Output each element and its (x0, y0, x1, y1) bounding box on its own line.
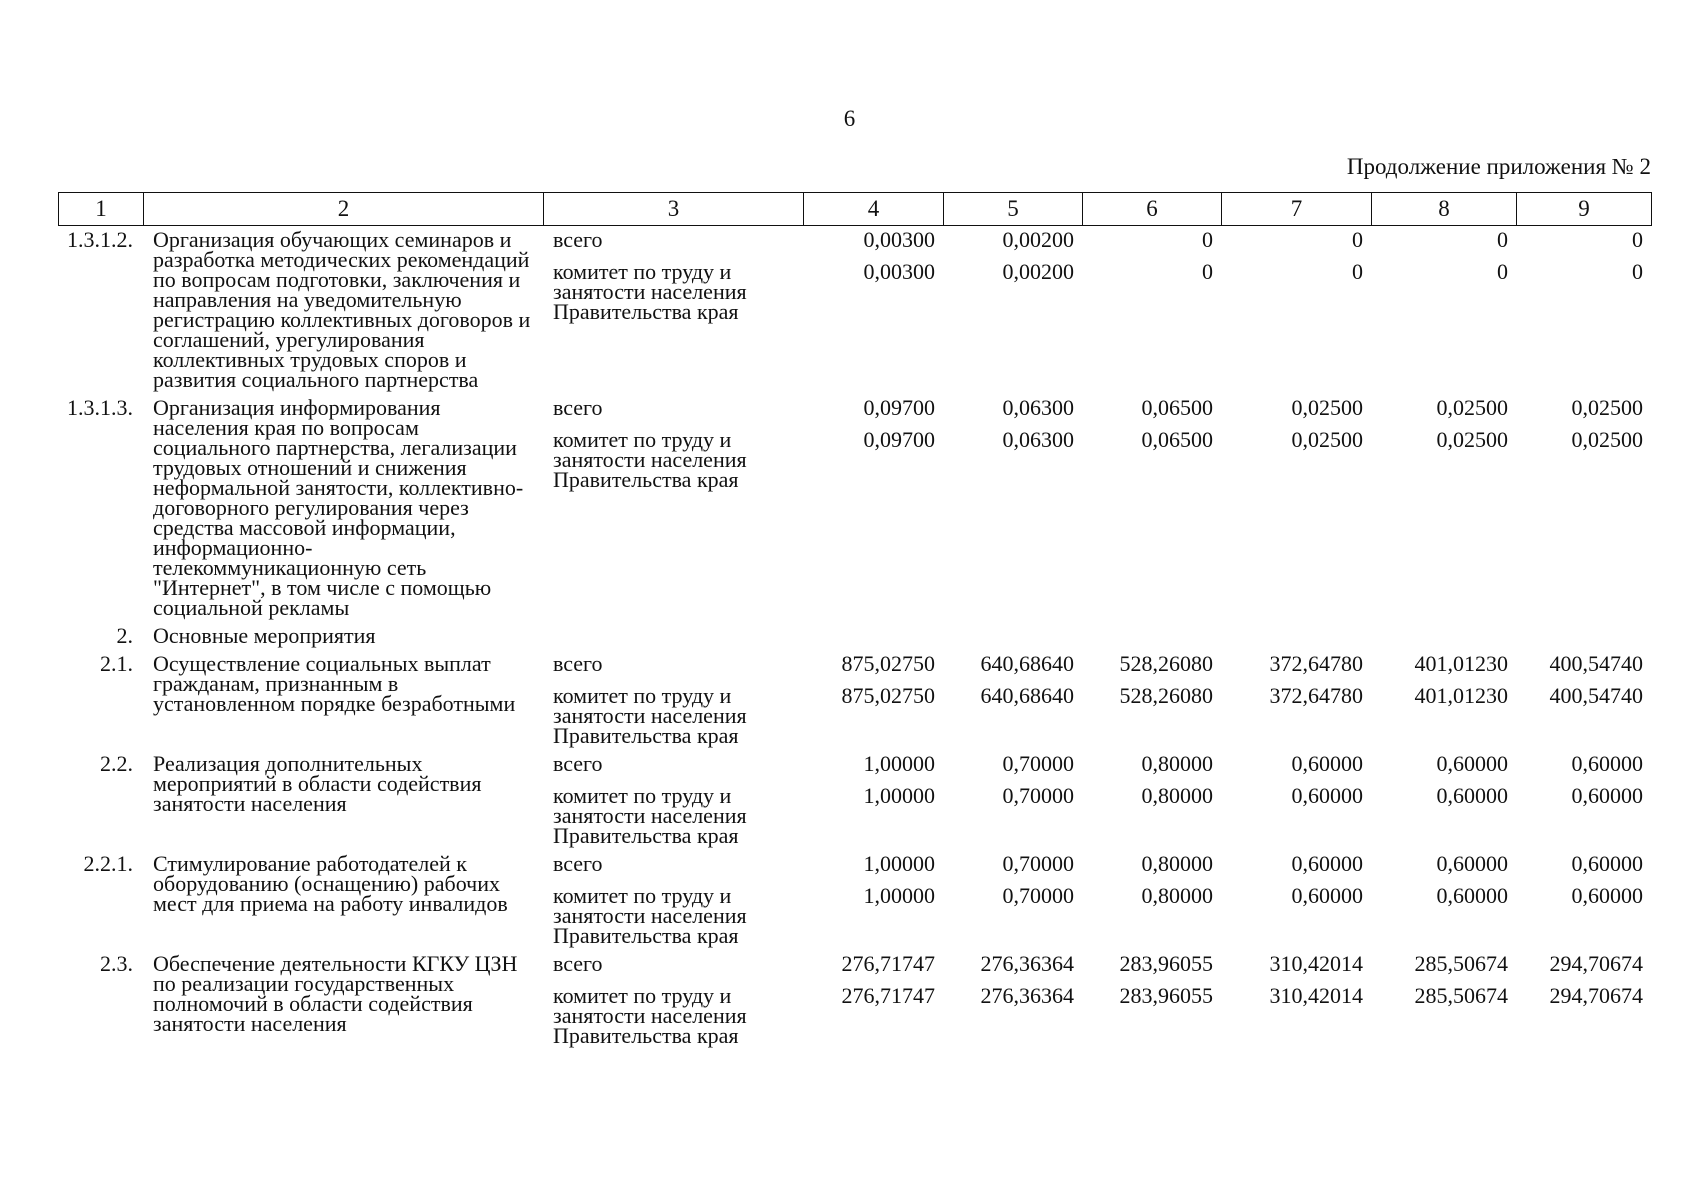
value-total: 0,60000 (1291, 751, 1363, 776)
row-value-col-5 (943, 395, 1082, 618)
value-total: 640,68640 (980, 651, 1074, 676)
row-value-col-6 (1082, 227, 1221, 390)
header-col-7: 7 (1222, 193, 1372, 226)
row-value-col-9 (1516, 626, 1651, 646)
row-name: Осуществление социальных выплат гражданам, признанным в установленном порядке безработными (153, 651, 516, 716)
value-committee: 0 (1632, 259, 1643, 284)
row-value-col-9 (1516, 751, 1651, 846)
value-total: 0,80000 (1141, 751, 1213, 776)
value-total: 400,54740 (1549, 651, 1643, 676)
row-value-col-4 (803, 626, 943, 646)
row-value-col-5 (943, 227, 1082, 390)
value-total: 0,60000 (1571, 751, 1643, 776)
row-value-col-7 (1221, 395, 1371, 618)
value-committee: 0 (1497, 259, 1508, 284)
row-value-col-7 (1221, 851, 1371, 946)
value-committee: 401,01230 (1414, 683, 1508, 708)
row-value-col-4 (803, 651, 943, 746)
value-committee: 0,80000 (1141, 783, 1213, 808)
row-code: 2.1. (100, 651, 133, 676)
value-total: 0,60000 (1436, 851, 1508, 876)
row-executor (543, 751, 803, 848)
row-code: 2.2. (100, 751, 133, 776)
row-value-col-5 (943, 751, 1082, 846)
value-total: 0,70000 (1002, 851, 1074, 876)
row-value-col-6 (1082, 851, 1221, 946)
header-col-4: 4 (804, 193, 944, 226)
row-value-col-8 (1371, 227, 1516, 390)
row-name: Организация информирования населения края по вопросам социального партнерства, легализации трудовых отношений и снижения неформальной занятости, коллективно-договорного регулирования через средства массовой информации, информационно-телекоммуникационную сеть "Интернет", в том числе с помощью социальной рекламы (153, 395, 524, 620)
value-committee: 276,71747 (841, 983, 935, 1008)
value-committee: 0 (1352, 259, 1363, 284)
value-committee: 0,60000 (1436, 783, 1508, 808)
value-total: 0 (1632, 227, 1643, 252)
row-executor (543, 227, 803, 390)
value-committee: 0 (1202, 259, 1213, 284)
value-total: 0,02500 (1436, 395, 1508, 420)
row-value-col-4 (803, 227, 943, 390)
row-value-col-8 (1371, 651, 1516, 746)
value-total: 0,09700 (863, 395, 935, 420)
value-total: 1,00000 (863, 851, 935, 876)
value-committee: 0,60000 (1571, 883, 1643, 908)
value-total: 0,00200 (1002, 227, 1074, 252)
row-code: 2. (116, 623, 133, 648)
row-executor (543, 651, 803, 748)
row-name: Обеспечение деятельности КГКУ ЦЗН по реализации государственных полномочий в области содействия занятости населения (153, 951, 518, 1036)
row-value-col-6 (1082, 626, 1221, 646)
value-committee: 1,00000 (863, 783, 935, 808)
table-row (58, 626, 1651, 646)
value-total: 0 (1202, 227, 1213, 252)
row-name: Реализация дополнительных мероприятий в области содействия занятости населения (153, 751, 482, 816)
row-code: 1.3.1.3. (67, 395, 133, 420)
executor-committee-label: комитет по труду и занятости населения Правительства края (553, 259, 747, 324)
row-executor (543, 951, 803, 1048)
appendix-label: Продолжение приложения № 2 (1346, 154, 1651, 179)
row-value-col-9 (1516, 851, 1651, 946)
value-committee: 276,36364 (980, 983, 1074, 1008)
value-total: 0 (1352, 227, 1363, 252)
value-total: 372,64780 (1269, 651, 1363, 676)
value-committee: 0,00300 (863, 259, 935, 284)
value-total: 310,42014 (1269, 951, 1363, 976)
value-committee: 0,09700 (863, 427, 935, 452)
value-total: 0,60000 (1291, 851, 1363, 876)
header-col-2: 2 (144, 193, 544, 226)
table-header (58, 192, 1652, 226)
value-committee: 294,70674 (1549, 983, 1643, 1008)
row-value-col-4 (803, 951, 943, 1046)
value-committee: 310,42014 (1269, 983, 1363, 1008)
table-row (58, 398, 1651, 618)
row-value-col-6 (1082, 651, 1221, 746)
header-col-8: 8 (1372, 193, 1517, 226)
row-value-col-9 (1516, 227, 1651, 390)
value-total: 0,70000 (1002, 751, 1074, 776)
row-value-col-6 (1082, 395, 1221, 618)
row-value-col-7 (1221, 751, 1371, 846)
table-row (58, 954, 1651, 1046)
value-committee: 372,64780 (1269, 683, 1363, 708)
value-total: 294,70674 (1549, 951, 1643, 976)
row-value-col-9 (1516, 651, 1651, 746)
row-code: 2.3. (100, 951, 133, 976)
value-committee: 0,02500 (1436, 427, 1508, 452)
row-value-col-8 (1371, 395, 1516, 618)
row-value-col-6 (1082, 751, 1221, 846)
row-value-col-8 (1371, 626, 1516, 646)
value-total: 0,00300 (863, 227, 935, 252)
value-total: 0,02500 (1571, 395, 1643, 420)
executor-total-label: всего (553, 751, 603, 776)
executor-total-label: всего (553, 227, 603, 252)
executor-total-label: всего (553, 395, 603, 420)
row-value-col-4 (803, 851, 943, 946)
value-total: 0,02500 (1291, 395, 1363, 420)
header-col-5: 5 (944, 193, 1083, 226)
executor-committee-label: комитет по труду и занятости населения Правительства края (553, 783, 747, 848)
row-value-col-7 (1221, 651, 1371, 746)
value-total: 1,00000 (863, 751, 935, 776)
header-col-1: 1 (59, 193, 144, 226)
value-committee: 528,26080 (1119, 683, 1213, 708)
row-name: Организация обучающих семинаров и разработка методических рекомендаций по вопросам подготовки, заключения и направления на уведомительную регистрацию коллективных договоров и соглашений, урегулирования коллективных трудовых споров и развития социального партнерства (153, 227, 531, 392)
header-col-3: 3 (544, 193, 804, 226)
table-row (58, 654, 1651, 746)
value-committee: 0,70000 (1002, 883, 1074, 908)
value-total: 276,71747 (841, 951, 935, 976)
value-committee: 0,06500 (1141, 427, 1213, 452)
value-committee: 0,00200 (1002, 259, 1074, 284)
value-total: 0 (1497, 227, 1508, 252)
executor-total-label: всего (553, 951, 603, 976)
row-value-col-5 (943, 626, 1082, 646)
value-committee: 0,70000 (1002, 783, 1074, 808)
value-committee: 1,00000 (863, 883, 935, 908)
row-value-col-8 (1371, 951, 1516, 1046)
row-name: Основные мероприятия (153, 623, 376, 648)
row-executor (543, 626, 803, 646)
row-value-col-7 (1221, 626, 1371, 646)
row-value-col-8 (1371, 751, 1516, 846)
row-value-col-9 (1516, 951, 1651, 1046)
value-committee: 0,60000 (1436, 883, 1508, 908)
row-value-col-7 (1221, 951, 1371, 1046)
value-committee: 0,60000 (1291, 883, 1363, 908)
value-committee: 0,60000 (1571, 783, 1643, 808)
value-committee: 640,68640 (980, 683, 1074, 708)
value-total: 0,80000 (1141, 851, 1213, 876)
value-total: 0,06300 (1002, 395, 1074, 420)
row-executor (543, 851, 803, 948)
header-col-6: 6 (1083, 193, 1222, 226)
table-row (58, 854, 1651, 946)
value-committee: 285,50674 (1414, 983, 1508, 1008)
row-value-col-9 (1516, 395, 1651, 618)
row-value-col-8 (1371, 851, 1516, 946)
value-total: 528,26080 (1119, 651, 1213, 676)
executor-committee-label: комитет по труду и занятости населения Правительства края (553, 427, 747, 492)
value-total: 401,01230 (1414, 651, 1508, 676)
table-row (58, 754, 1651, 846)
data-table (58, 227, 1651, 1048)
value-total: 875,02750 (841, 651, 935, 676)
row-executor (543, 395, 803, 618)
row-code: 1.3.1.2. (67, 227, 133, 252)
executor-committee-label: комитет по труду и занятости населения Правительства края (553, 983, 747, 1048)
value-committee: 0,60000 (1291, 783, 1363, 808)
value-total: 283,96055 (1119, 951, 1213, 976)
row-value-col-7 (1221, 227, 1371, 390)
row-name: Стимулирование работодателей к оборудованию (оснащению) рабочих мест для приема на работу инвалидов (153, 851, 508, 916)
value-committee: 0,02500 (1571, 427, 1643, 452)
value-committee: 283,96055 (1119, 983, 1213, 1008)
value-total: 0,06500 (1141, 395, 1213, 420)
value-total: 276,36364 (980, 951, 1074, 976)
value-committee: 875,02750 (841, 683, 935, 708)
executor-total-label: всего (553, 851, 603, 876)
row-value-col-5 (943, 851, 1082, 946)
value-committee: 0,80000 (1141, 883, 1213, 908)
value-total: 0,60000 (1436, 751, 1508, 776)
value-committee: 0,02500 (1291, 427, 1363, 452)
row-value-col-4 (803, 751, 943, 846)
value-committee: 0,06300 (1002, 427, 1074, 452)
executor-committee-label: комитет по труду и занятости населения Правительства края (553, 683, 747, 748)
executor-total-label: всего (553, 651, 603, 676)
row-value-col-5 (943, 951, 1082, 1046)
value-total: 0,60000 (1571, 851, 1643, 876)
row-value-col-5 (943, 651, 1082, 746)
value-total: 285,50674 (1414, 951, 1508, 976)
executor-committee-label: комитет по труду и занятости населения Правительства края (553, 883, 747, 948)
row-value-col-6 (1082, 951, 1221, 1046)
page-number: 6 (843, 106, 856, 131)
row-code: 2.2.1. (83, 851, 133, 876)
row-value-col-4 (803, 395, 943, 618)
header-col-9: 9 (1517, 193, 1652, 226)
value-committee: 400,54740 (1549, 683, 1643, 708)
table-row (58, 230, 1651, 390)
